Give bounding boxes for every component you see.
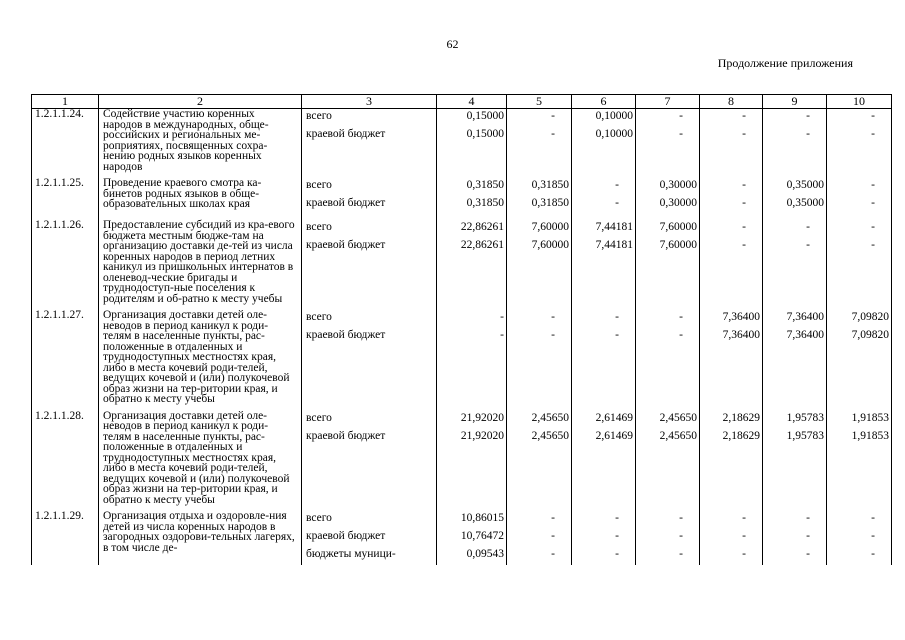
row-code: 1.2.1.1.26.: [32, 220, 99, 304]
page-number: 62: [446, 37, 459, 51]
value: -: [871, 548, 875, 560]
value: -: [871, 239, 875, 251]
value: 0,30000: [659, 179, 697, 191]
value: 7,36400: [786, 329, 824, 341]
value: -: [551, 110, 555, 122]
value: -: [551, 128, 555, 140]
value: -: [742, 197, 746, 209]
value-cell-col-9: [763, 220, 827, 304]
value: 10,76472: [460, 530, 504, 542]
value-cell-col-8: [700, 109, 763, 173]
funding-source: всего: [306, 512, 332, 524]
value: -: [871, 512, 875, 524]
value: 0,09543: [466, 548, 504, 560]
value: -: [500, 311, 504, 323]
value: 2,45650: [531, 429, 569, 442]
table-row: [32, 220, 892, 304]
column-header-7: 7: [636, 95, 700, 109]
value: -: [679, 512, 683, 524]
value-cell-col-10: [827, 109, 892, 173]
funding-source-cell: [302, 310, 437, 405]
value: -: [679, 311, 683, 323]
value: -: [742, 128, 746, 140]
value: 2,45650: [659, 411, 697, 424]
value-cell-col-7: [636, 411, 700, 506]
value: 22,86261: [460, 239, 504, 251]
value: -: [615, 548, 619, 560]
value: 21,92020: [460, 429, 504, 442]
column-header-5: 5: [507, 95, 572, 109]
table-row: [32, 109, 892, 173]
header-row: [32, 95, 892, 109]
value: -: [615, 179, 619, 191]
value: 0,31850: [466, 197, 504, 209]
value: 2,61469: [595, 429, 633, 442]
funding-source: всего: [306, 411, 332, 424]
value-cell-col-5: [507, 310, 572, 405]
value: 7,36400: [722, 329, 760, 341]
row-name: Организация отдыха и оздоровле-ния детей из числа коренных народов в загородных оздорови-тельных лагерях, в том числе де-: [99, 511, 302, 565]
value-cell-col-5: [507, 511, 572, 565]
column-header-9: 9: [763, 95, 827, 109]
value: -: [615, 329, 619, 341]
column-header-8: 8: [700, 95, 763, 109]
value: 22,86261: [460, 221, 504, 233]
column-header-2: 2: [99, 95, 302, 109]
funding-source-cell: [302, 178, 437, 214]
funding-source: краевой бюджет: [306, 197, 386, 209]
value: 2,45650: [531, 411, 569, 424]
value-cell-col-5: [507, 220, 572, 304]
table-row: [32, 411, 892, 506]
funding-source: всего: [306, 110, 332, 122]
value: 1,95783: [786, 411, 824, 424]
value-cell-col-7: [636, 310, 700, 405]
value: 21,92020: [460, 411, 504, 424]
value: 7,60000: [659, 221, 697, 233]
value-cell-col-9: [763, 310, 827, 405]
value: -: [679, 530, 683, 542]
value: -: [806, 221, 810, 233]
row-name: Содействие участию коренных народов в международных, обще-российских и региональных ме-роприятиях, посвященных сохра-нению родных языков коренных народов: [99, 109, 302, 173]
funding-source-cell: [302, 109, 437, 173]
funding-source: всего: [306, 179, 332, 191]
row-name: Предоставление субсидий из кра-евого бюджета местным бюдже-там на организацию доставки де-тей из числа коренных народов в период летних каникул из пришкольных интернатов в оленевод-ческие бригады и труднодоступ-ные поселения к родителям и об-ратно к месту учебы: [99, 220, 302, 304]
value-cell-col-5: [507, 411, 572, 506]
column-header-10: 10: [827, 95, 892, 109]
value: 0,10000: [595, 128, 633, 140]
value: 1,95783: [786, 429, 824, 442]
table-row: [32, 310, 892, 405]
row-name: Организация доставки детей оле-неводов в период каникул к роди-телям в населенные пункты, рас-положенные в отдаленных и труднодоступных местностях края, либо в места кочевий роди-телей, ведущих кочевой и (или) полукочевой образ жизни на тер-ритории края, и обратно к месту учебы: [99, 310, 302, 405]
value: 0,15000: [466, 110, 504, 122]
table-row: [32, 178, 892, 214]
value: 7,60000: [531, 239, 569, 251]
value: 2,18629: [722, 411, 760, 424]
row-code: 1.2.1.1.29.: [32, 511, 99, 565]
funding-source-cell: [302, 511, 437, 565]
budget-table: [31, 94, 892, 565]
value-cell-col-5: [507, 178, 572, 214]
value: -: [806, 512, 810, 524]
value-cell-col-4: [437, 109, 507, 173]
row-name: Проведение краевого смотра ка-бинетов родных языков в обще-образовательных школах края: [99, 178, 302, 214]
value: -: [615, 530, 619, 542]
value: -: [871, 197, 875, 209]
value: -: [871, 179, 875, 191]
value: -: [871, 530, 875, 542]
value: 0,35000: [786, 197, 824, 209]
value-cell-col-9: [763, 178, 827, 214]
value: -: [742, 179, 746, 191]
value-cell-col-4: [437, 511, 507, 565]
value: -: [551, 530, 555, 542]
value: -: [551, 548, 555, 560]
value-cell-col-10: [827, 310, 892, 405]
table-body: [32, 109, 892, 566]
value: 7,09820: [851, 329, 889, 341]
value-cell-col-10: [827, 220, 892, 304]
value: 1,91853: [851, 411, 889, 424]
value-cell-col-8: [700, 178, 763, 214]
value-cell-col-8: [700, 411, 763, 506]
value: -: [679, 110, 683, 122]
value: -: [742, 221, 746, 233]
value-cell-col-7: [636, 178, 700, 214]
value-cell-col-9: [763, 511, 827, 565]
value: 7,36400: [786, 311, 824, 323]
value: -: [742, 110, 746, 122]
value-cell-col-4: [437, 310, 507, 405]
value: -: [806, 239, 810, 251]
row-name: Организация доставки детей оле-неводов в период каникул к роди-телям в населенные пункты, рас-положенные в отдаленных и труднодоступных местностях края, либо в места кочевий роди-телей, ведущих кочевой и (или) полукочевой образ жизни на тер-ритории края, и обратно к месту учебы: [99, 411, 302, 506]
value-cell-col-6: [572, 178, 636, 214]
value: -: [679, 128, 683, 140]
value: -: [500, 329, 504, 341]
value: 7,44181: [595, 239, 633, 251]
value: 0,30000: [659, 197, 697, 209]
value: 0,31850: [531, 179, 569, 191]
value: 0,31850: [466, 179, 504, 191]
value: 7,60000: [531, 221, 569, 233]
value: -: [806, 530, 810, 542]
value: -: [615, 311, 619, 323]
value: -: [742, 239, 746, 251]
value-cell-col-4: [437, 411, 507, 506]
value-cell-col-5: [507, 109, 572, 173]
column-header-3: 3: [302, 95, 437, 109]
value: -: [871, 110, 875, 122]
funding-source: всего: [306, 311, 332, 323]
row-code: 1.2.1.1.28.: [32, 411, 99, 506]
value: 0,35000: [786, 179, 824, 191]
value-cell-col-7: [636, 511, 700, 565]
value: -: [806, 128, 810, 140]
value-cell-col-6: [572, 511, 636, 565]
funding-source-cell: [302, 411, 437, 506]
value: -: [551, 311, 555, 323]
value: -: [615, 512, 619, 524]
value: 0,15000: [466, 128, 504, 140]
column-header-6: 6: [572, 95, 636, 109]
value-cell-col-6: [572, 220, 636, 304]
column-header-4: 4: [437, 95, 507, 109]
value: 2,18629: [722, 429, 760, 442]
funding-source: краевой бюджет: [306, 239, 386, 251]
value-cell-col-4: [437, 220, 507, 304]
row-code: 1.2.1.1.24.: [32, 109, 99, 173]
value: 0,10000: [595, 110, 633, 122]
value: -: [742, 548, 746, 560]
value-cell-col-8: [700, 511, 763, 565]
value: 2,45650: [659, 429, 697, 442]
value: -: [551, 329, 555, 341]
value: -: [871, 128, 875, 140]
value-cell-col-7: [636, 109, 700, 173]
value-cell-col-9: [763, 109, 827, 173]
value: -: [615, 197, 619, 209]
value: 1,91853: [851, 429, 889, 442]
funding-source: всего: [306, 221, 332, 233]
value-cell-col-6: [572, 109, 636, 173]
funding-source: краевой бюджет: [306, 329, 386, 341]
value-cell-col-10: [827, 511, 892, 565]
value: -: [679, 329, 683, 341]
value-cell-col-6: [572, 310, 636, 405]
row-code: 1.2.1.1.25.: [32, 178, 99, 214]
funding-source-cell: [302, 220, 437, 304]
value-cell-col-8: [700, 310, 763, 405]
funding-source: краевой бюджет: [306, 429, 386, 442]
funding-source: краевой бюджет: [306, 128, 386, 140]
column-header-1: 1: [32, 95, 99, 109]
value: 10,86015: [460, 512, 504, 524]
value-cell-col-10: [827, 178, 892, 214]
table-caption: Продолжение приложения: [717, 56, 853, 70]
value-cell-col-9: [763, 411, 827, 506]
value-cell-col-6: [572, 411, 636, 506]
value-cell-col-10: [827, 411, 892, 506]
value: 2,61469: [595, 411, 633, 424]
value: 7,36400: [722, 311, 760, 323]
value-cell-col-8: [700, 220, 763, 304]
value: -: [871, 221, 875, 233]
value: -: [551, 512, 555, 524]
row-code: 1.2.1.1.27.: [32, 310, 99, 405]
table-row: [32, 511, 892, 565]
value: -: [806, 548, 810, 560]
value: 7,44181: [595, 221, 633, 233]
value: -: [742, 512, 746, 524]
value-cell-col-7: [636, 220, 700, 304]
funding-source: бюджеты муници-: [306, 548, 396, 560]
value-cell-col-4: [437, 178, 507, 214]
value: 7,09820: [851, 311, 889, 323]
value: 0,31850: [531, 197, 569, 209]
value: -: [679, 548, 683, 560]
funding-source: краевой бюджет: [306, 530, 386, 542]
value: 7,60000: [659, 239, 697, 251]
value: -: [806, 110, 810, 122]
value: -: [742, 530, 746, 542]
